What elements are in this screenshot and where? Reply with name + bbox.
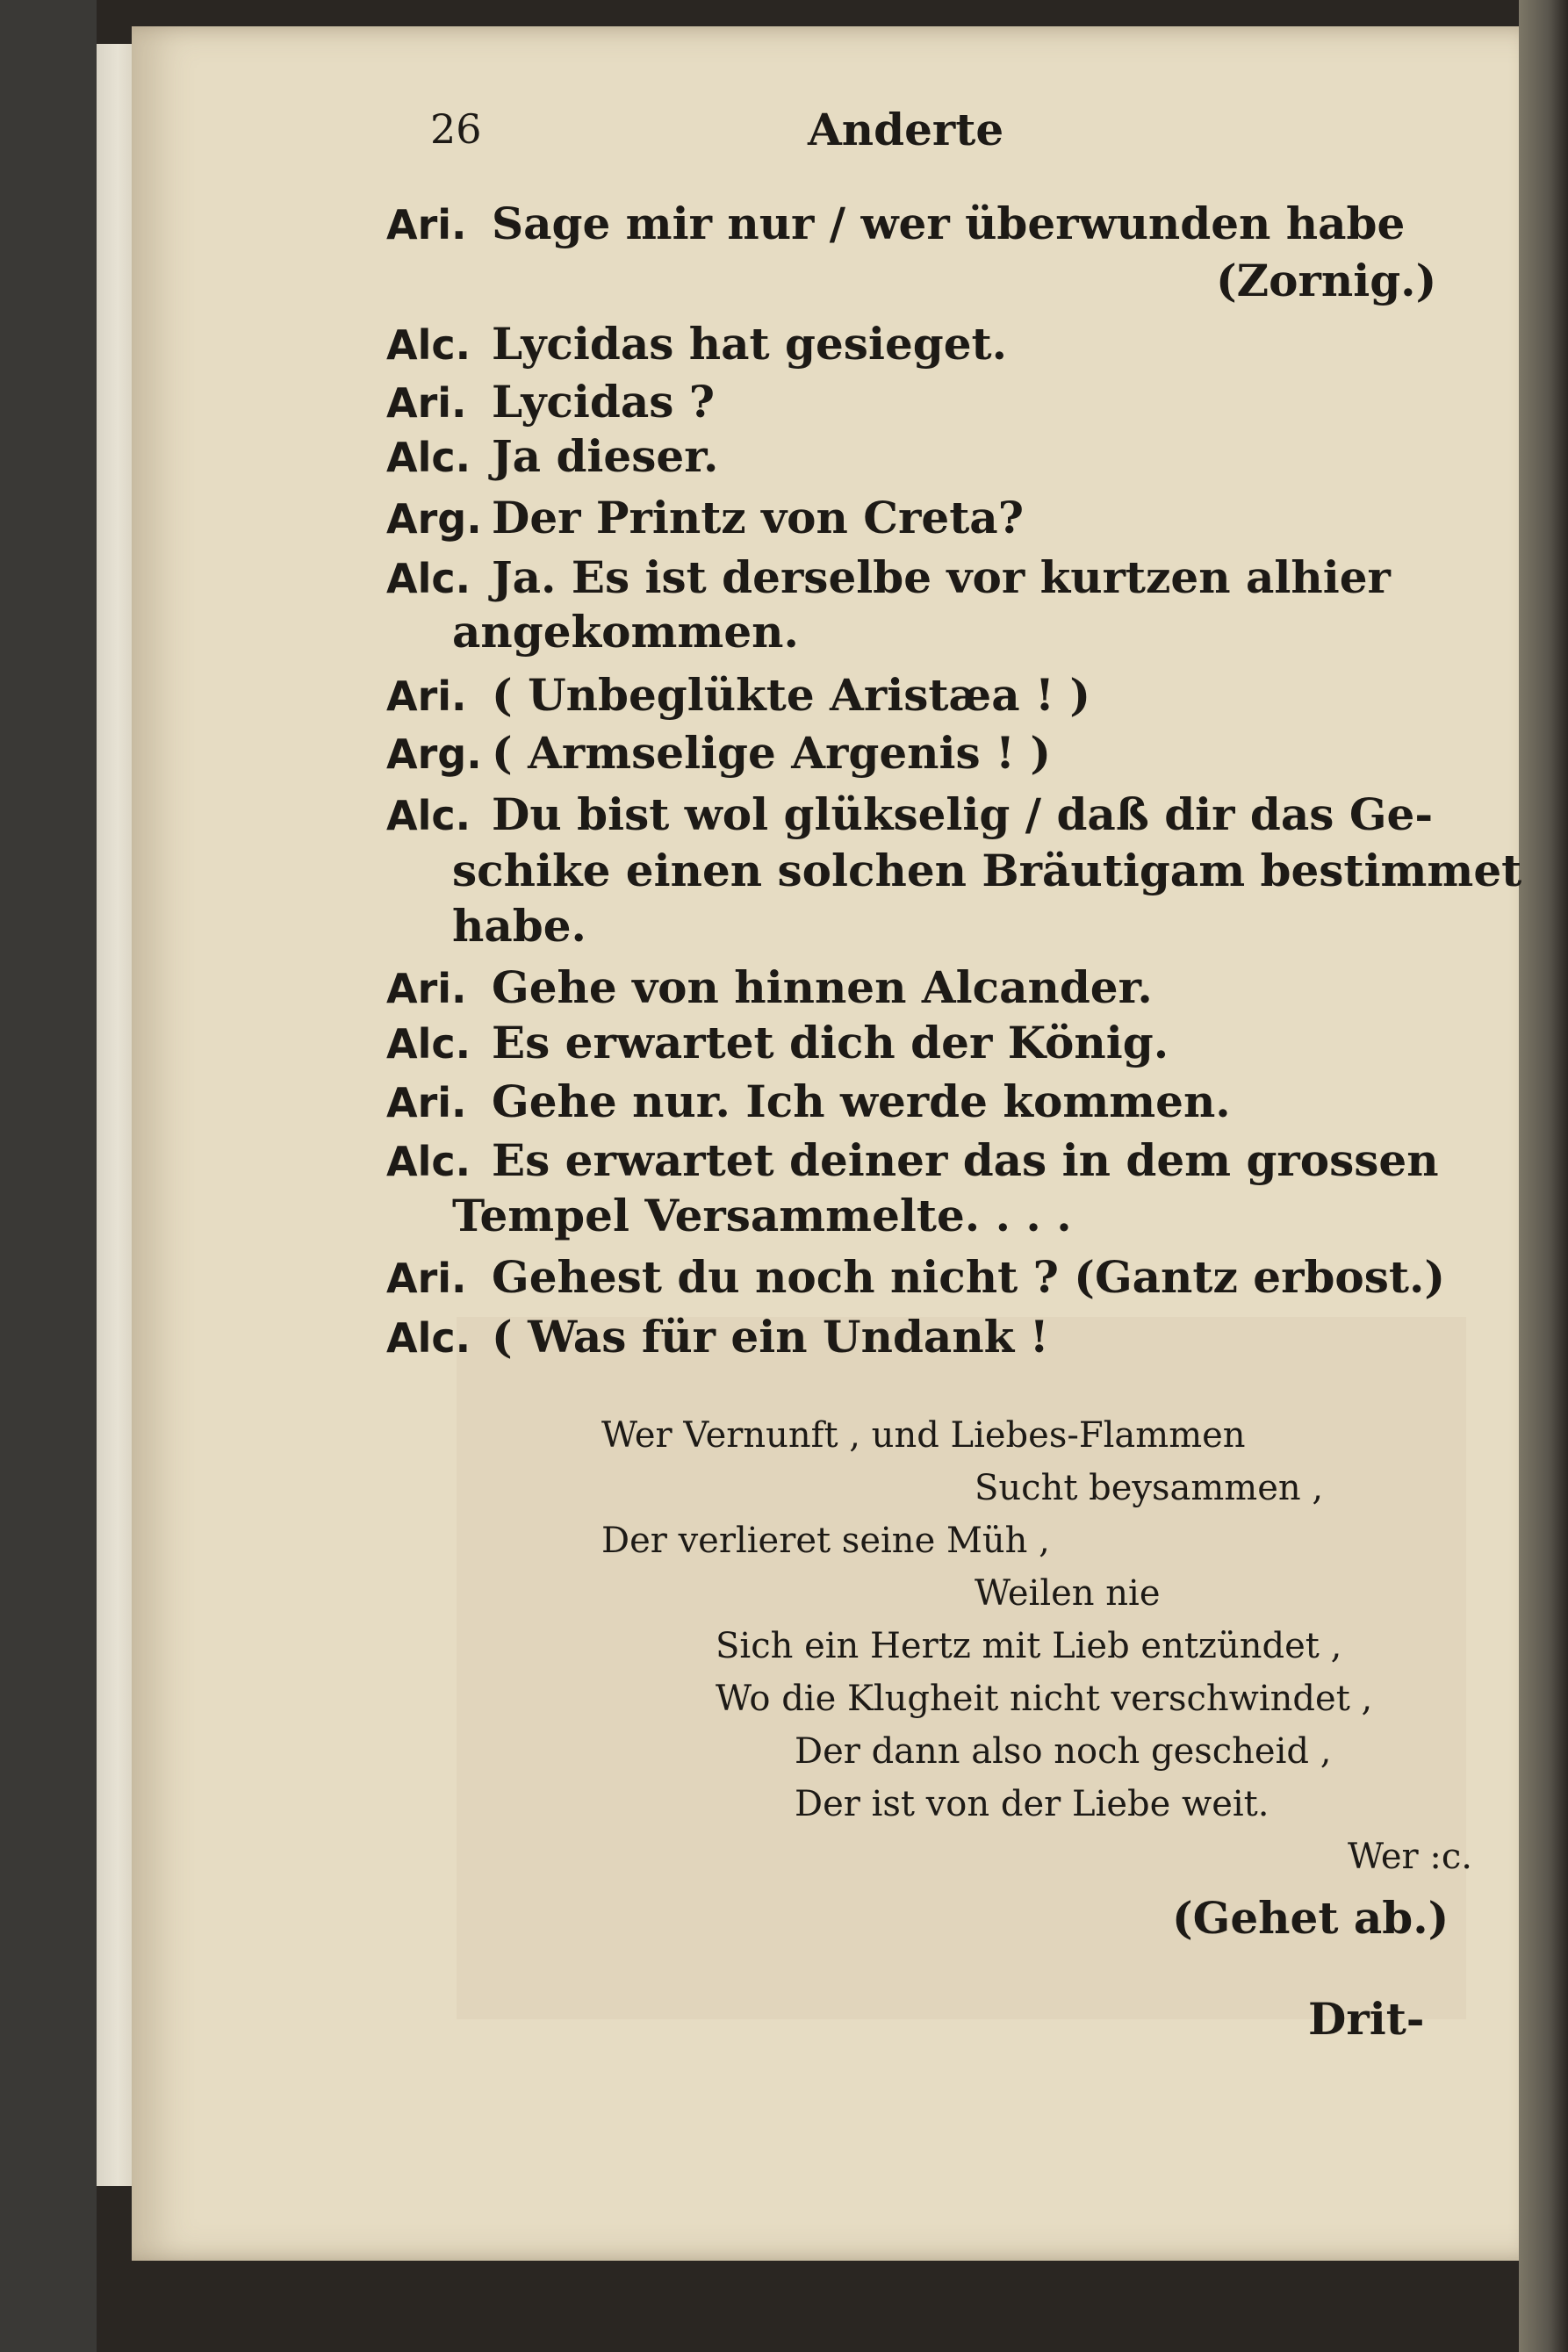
poem-line: Sich ein Hertz mit Lieb entzündet , bbox=[716, 1626, 1342, 1666]
poem-line: Wer Vernunft , und Liebes-Flammen bbox=[601, 1415, 1246, 1456]
dialogue-line bbox=[386, 430, 718, 482]
dialogue-continuation: habe. bbox=[452, 900, 586, 952]
dialogue-line bbox=[386, 1251, 1445, 1303]
dialogue-text: ( Was für ein Undank ! bbox=[492, 1311, 1049, 1363]
dialogue-text: Der Printz von Creta? bbox=[492, 492, 1025, 543]
dialogue-text: Gehe nur. Ich werde kommen. bbox=[492, 1075, 1231, 1127]
speaker-label: Ari. bbox=[386, 201, 467, 248]
speaker-label: Arg. bbox=[386, 495, 482, 543]
dialogue-line bbox=[386, 669, 1090, 721]
speaker-label: Ari. bbox=[386, 1255, 467, 1302]
dialogue-text: Sage mir nur / wer überwunden habe bbox=[492, 198, 1406, 249]
speaker-label: Ari. bbox=[386, 1079, 467, 1126]
dialogue-text: Gehest du noch nicht ? (Gantz erbost.) bbox=[492, 1251, 1446, 1303]
dialogue-line bbox=[386, 1075, 1231, 1127]
speaker-label: Arg. bbox=[386, 730, 482, 778]
stage-direction-inline: (Zornig.) bbox=[1216, 255, 1437, 306]
book-gutter bbox=[1519, 0, 1568, 2352]
dialogue-text: Es erwartet deiner das in dem grossen bbox=[492, 1134, 1439, 1186]
dialogue-continuation: angekommen. bbox=[452, 606, 799, 658]
page-number: 26 bbox=[430, 105, 482, 153]
dialogue-line bbox=[386, 1134, 1439, 1186]
dialogue-line bbox=[386, 492, 1024, 543]
dialogue-text: Lycidas hat gesieget. bbox=[492, 318, 1008, 370]
dialogue-line bbox=[386, 318, 1007, 370]
speaker-label: Ari. bbox=[386, 379, 467, 427]
poem-line: Der dann also noch gescheid , bbox=[795, 1731, 1332, 1772]
dialogue-text: Es erwartet dich der König. bbox=[492, 1017, 1169, 1068]
speaker-label: Alc. bbox=[386, 1314, 471, 1362]
catchword: Drit- bbox=[1308, 1993, 1425, 2045]
dialogue-text: Lycidas ? bbox=[492, 376, 716, 428]
dialogue-line bbox=[386, 788, 1433, 840]
speaker-label: Alc. bbox=[386, 1138, 471, 1185]
poem-line: Der ist von der Liebe weit. bbox=[795, 1784, 1270, 1824]
dialogue-text: Ja dieser. bbox=[492, 430, 719, 482]
dialogue-text: ( Armselige Argenis ! ) bbox=[492, 727, 1052, 779]
speaker-label: Alc. bbox=[386, 792, 471, 839]
poem-line: Wo die Klugheit nicht verschwindet , bbox=[716, 1679, 1373, 1719]
dialogue-line bbox=[386, 198, 1405, 249]
book-fore-edge-shadow bbox=[0, 0, 97, 2352]
dialogue-text: Du bist wol glükselig / daß dir das Ge- bbox=[492, 788, 1434, 840]
dialogue-continuation: Tempel Versammelte. . . . bbox=[452, 1190, 1072, 1241]
refrain: Wer :c. bbox=[1348, 1837, 1472, 1877]
poem-line: Weilen nie bbox=[975, 1573, 1161, 1614]
stage-direction: (Gehet ab.) bbox=[1172, 1892, 1449, 1944]
speaker-label: Ari. bbox=[386, 965, 467, 1012]
speaker-label: Alc. bbox=[386, 321, 471, 369]
speaker-label: Alc. bbox=[386, 434, 471, 481]
dialogue-continuation: schike einen solchen Bräutigam bestimmet bbox=[452, 845, 1522, 896]
running-title: Anderte bbox=[808, 104, 1004, 155]
poem-line: Der verlieret seine Müh , bbox=[601, 1521, 1050, 1561]
dialogue-text: Ja. Es ist derselbe vor kurtzen alhier bbox=[492, 551, 1391, 603]
dialogue-line bbox=[386, 961, 1153, 1013]
dialogue-line bbox=[386, 1311, 1049, 1363]
dialogue-line bbox=[386, 376, 715, 428]
dialogue-text: Gehe von hinnen Alcander. bbox=[492, 961, 1153, 1013]
dialogue-line bbox=[386, 1017, 1169, 1068]
speaker-label: Ari. bbox=[386, 673, 467, 720]
speaker-label: Alc. bbox=[386, 1020, 471, 1068]
dialogue-line bbox=[386, 551, 1391, 603]
dialogue-line bbox=[386, 727, 1051, 779]
dialogue-text: ( Unbeglükte Aristæa ! ) bbox=[492, 669, 1091, 721]
poem-line: Sucht beysammen , bbox=[975, 1468, 1324, 1508]
speaker-label: Alc. bbox=[386, 555, 471, 602]
